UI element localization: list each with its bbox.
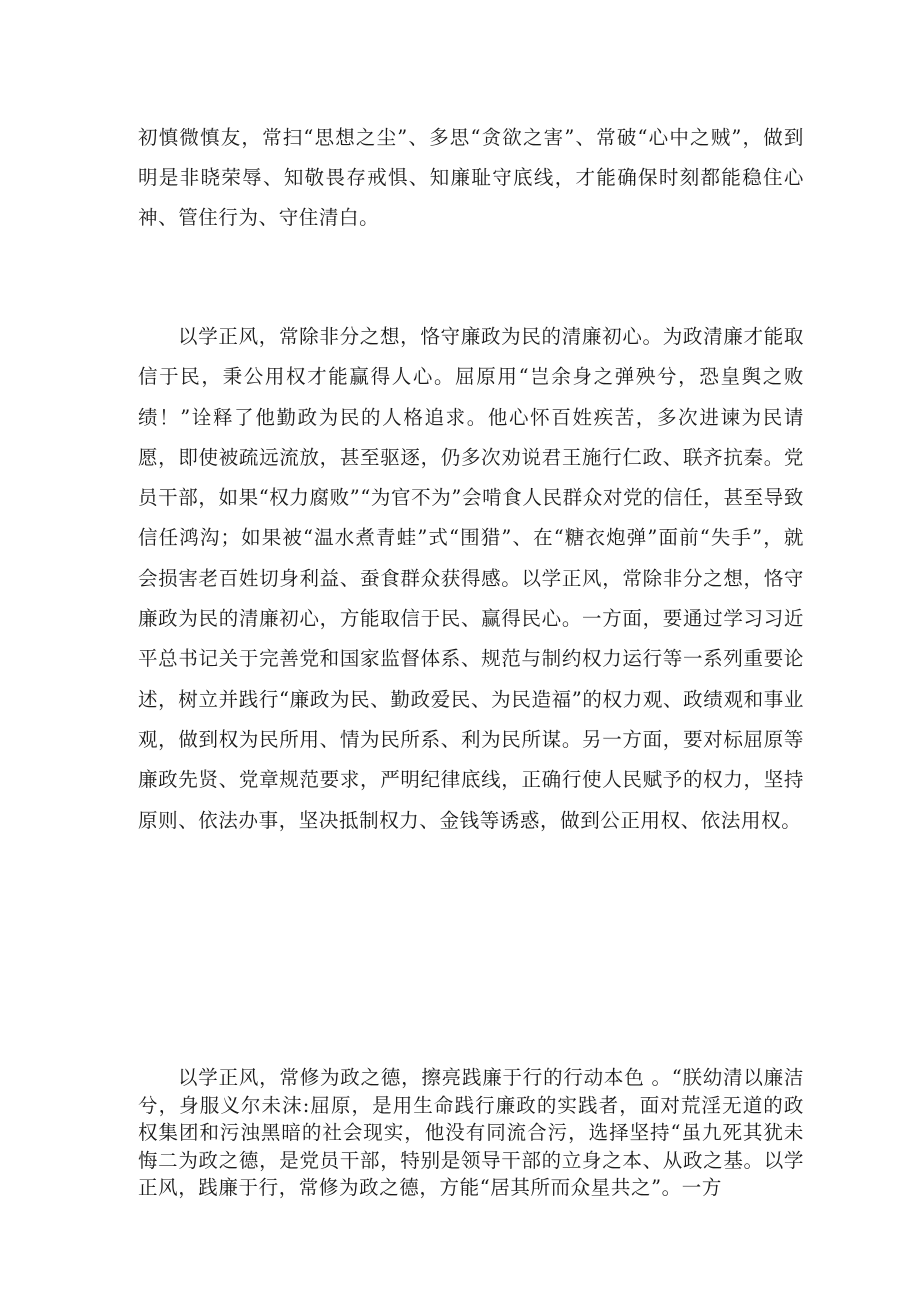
paragraph-2: 以学正风，常除非分之想，恪守廉政为民的清廉初心。为政清廉才能取信于民，秉公用权才能赢得人心。屈原用“岂余身之弹殃兮，恐皇舆之败绩！”诠释了他勤政为民的人格追求。他心怀百姓疾苦，多次进谏为民请愿，即使被疏远流放，甚至驱逐，仍多次劝说君王施行仁政、联齐抗秦。党员干部，如果“权力腐败”“为官不为”会啃食人民群众对党的信任，甚至导致信任鸿沟；如果被“温水煮青蛙”式“围猎”、在“糖衣炮弹”面前“失手”，就会损害老百姓切身利益、蚕食群众获得感。以学正风，常除非分之想，恪守廉政为民的清廉初心，方能取信于民、赢得民心。一方面，要通过学习习近平总书记关于完善党和国家监督体系、规范与制约权力运行等一系列重要论述，树立并践行“廉政为民、勤政爱民、为民造福”的权力观、政绩观和事业观，做到权为民所用、情为民所系、利为民所谋。另一方面，要对标屈原等廉政先贤、党章规范要求，严明纪律底线，正确行使人民赋予的权力，坚持原则、依法办事，坚决抵制权力、金钱等诱惑，做到公正用权、依法用权。 [138,325,804,832]
paragraph-1: 初慎微慎友，常扫“思想之尘”、多思“贪欲之害”、常破“心中之贼”，做到明是非晓荣辱、知敬畏存戒惧、知廉耻守底线，才能确保时刻都能稳住心神、管住行为、守住清白。 [138,126,804,229]
paragraph-3: 以学正风，常修为政之德，擦亮践廉于行的行动本色 。“朕幼清以廉洁兮，身服义尔未沫:屈原，是用生命践行廉政的实践者，面对荒淫无道的政权集团和污浊黑暗的社会现实，他没有同流合污，选择坚持“虽九死其犹未悔二为政之德，是党员干部，特别是领导干部的立身之本、从政之基。以学正风，践廉于行，常修为政之德，方能“居其所而众星共之”。一方 [138,1066,804,1199]
